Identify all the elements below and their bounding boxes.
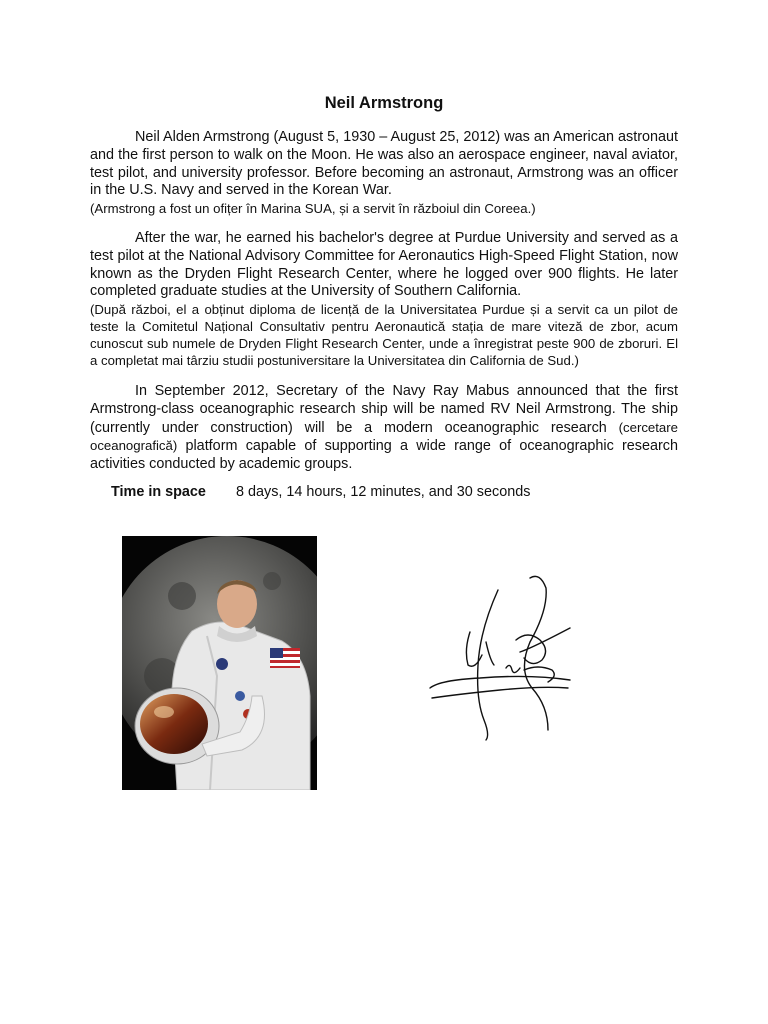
time-in-space-row — [111, 484, 530, 500]
portrait-graphic — [122, 536, 317, 790]
paragraph-1-translation: (Armstrong a fost un ofițer în Marina SUA, și a servit în războiul din Coreea.) — [90, 201, 536, 217]
paragraph-3 — [90, 383, 678, 474]
paragraph-2-translation: (După război, el a obținut diploma de licență de la Universitatea Purdue și a servit ca un pilot de teste la Comitetul Național Consultativ pentru Aeronautică stația de mare viteză de zbor, acum cunoscut sub numele de Dryden Flight Research Center, unde a înregistrat peste 900 de zboruri. El a completat mai târziu studii postuniversitare la Universitatea din California de Sud.) — [90, 302, 678, 369]
paragraph-2-text: After the war, he earned his bachelor's degree at Purdue University and served as a test pilot at the National Advisory Committee for Aeronautics High-Speed Flight Station, now known as the Dryden Flight Research Center, where he logged over 900 flights. He later completed graduate studies at the University of Southern California. — [90, 230, 678, 300]
signature-image — [420, 570, 590, 745]
signature-graphic — [420, 570, 590, 745]
paragraph-2 — [90, 230, 678, 369]
paragraph-1-text: Neil Alden Armstrong (August 5, 1930 – August 25, 2012) was an American astronaut and the first person to walk on the Moon. He was also an aerospace engineer, naval aviator, test pilot, and university professor. Before becoming an astronaut, Armstrong was an officer in the U.S. Navy and served in the Korean War. — [90, 129, 678, 199]
paragraph-3-translation: (cercetare oceanografică) — [90, 419, 678, 454]
paragraph-1 — [90, 129, 678, 217]
paragraph-3-text-b: platform capable of supporting a wide range of oceanographic research activities conducted by academic groups. — [90, 438, 678, 473]
astronaut-portrait-image — [122, 536, 317, 790]
time-in-space-label: Time in space — [111, 484, 206, 500]
page-title: Neil Armstrong — [324, 94, 444, 112]
time-in-space-value: 8 days, 14 hours, 12 minutes, and 30 seconds — [236, 484, 531, 500]
paragraph-3-text-a: In September 2012, Secretary of the Navy Ray Mabus announced that the first Armstrong-class oceanographic research ship will be named RV Neil Armstrong. The ship (currently under construction) will be a modern oceanographic research — [90, 383, 678, 436]
